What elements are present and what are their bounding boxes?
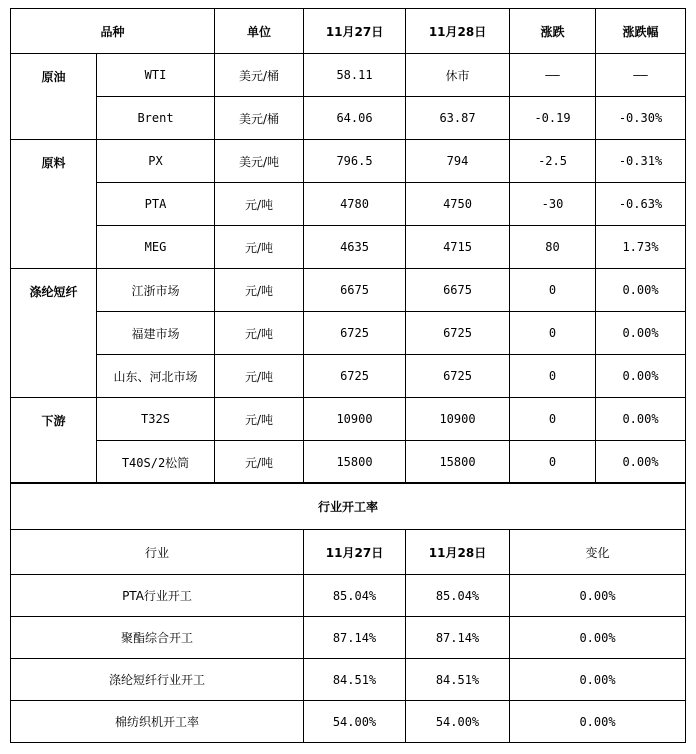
item-value-date1: 796.5 [304,140,406,183]
item-name: WTI [97,54,215,97]
item-value-date1: 4635 [304,226,406,269]
item-change-pct: 0.00% [596,441,686,484]
header-date2: 11月28日 [406,530,510,575]
rate-change: 0.00% [510,617,686,659]
item-change: -2.5 [510,140,596,183]
header-change: 变化 [510,530,686,575]
item-value-date1: 58.11 [304,54,406,97]
item-unit: 元/吨 [215,312,304,355]
rate-table-title: 行业开工率 [11,483,686,530]
item-change: -0.19 [510,97,596,140]
rate-date2: 85.04% [406,575,510,617]
table-row [11,226,686,269]
item-change-pct: -0.30% [596,97,686,140]
rate-title-row [11,483,686,530]
table-row [11,398,686,441]
item-name: T40S/2松筒 [97,441,215,484]
item-change-pct: 0.00% [596,269,686,312]
item-value-date1: 10900 [304,398,406,441]
item-value-date2: 休市 [406,54,510,97]
table-row [11,617,686,659]
table-row [11,97,686,140]
rate-date1: 85.04% [304,575,406,617]
category-raw-materials: 原料 [11,140,97,269]
item-name: Brent [97,97,215,140]
operating-rate-table [10,482,686,743]
item-value-date1: 6675 [304,269,406,312]
rate-table-body [11,483,686,743]
item-change: 0 [510,269,596,312]
item-change-pct: —— [596,54,686,97]
item-change: 0 [510,398,596,441]
header-unit: 单位 [215,9,304,54]
item-value-date2: 4715 [406,226,510,269]
item-change-pct: -0.31% [596,140,686,183]
industry-name: 聚酯综合开工 [11,617,304,659]
rate-header-row [11,530,686,575]
header-date2: 11月28日 [406,9,510,54]
header-industry: 行业 [11,530,304,575]
price-table-body [11,9,686,484]
item-change-pct: 0.00% [596,355,686,398]
item-change: -30 [510,183,596,226]
item-change-pct: 0.00% [596,398,686,441]
category-downstream: 下游 [11,398,97,484]
table-row [11,441,686,484]
category-polyester-staple: 涤纶短纤 [11,269,97,398]
item-unit: 元/吨 [215,226,304,269]
item-change: 80 [510,226,596,269]
item-unit: 美元/桶 [215,54,304,97]
table-row [11,659,686,701]
header-date1: 11月27日 [304,530,406,575]
item-name: T32S [97,398,215,441]
item-unit: 元/吨 [215,355,304,398]
item-change: 0 [510,355,596,398]
industry-name: 涤纶短纤行业开工 [11,659,304,701]
item-value-date2: 10900 [406,398,510,441]
item-value-date2: 15800 [406,441,510,484]
item-unit: 元/吨 [215,398,304,441]
header-date1: 11月27日 [304,9,406,54]
table-row [11,269,686,312]
rate-change: 0.00% [510,575,686,617]
item-value-date2: 794 [406,140,510,183]
rate-date1: 84.51% [304,659,406,701]
table-row [11,140,686,183]
rate-change: 0.00% [510,659,686,701]
item-change: 0 [510,441,596,484]
item-value-date1: 64.06 [304,97,406,140]
table-row [11,355,686,398]
item-value-date1: 15800 [304,441,406,484]
table-row [11,701,686,743]
item-unit: 美元/吨 [215,140,304,183]
item-change-pct: 1.73% [596,226,686,269]
industry-name: PTA行业开工 [11,575,304,617]
rate-date2: 54.00% [406,701,510,743]
item-name: 福建市场 [97,312,215,355]
table-row [11,575,686,617]
rate-change: 0.00% [510,701,686,743]
item-change: —— [510,54,596,97]
table-row [11,54,686,97]
rate-date1: 54.00% [304,701,406,743]
item-name: PTA [97,183,215,226]
industry-name: 棉纺织机开工率 [11,701,304,743]
header-change-pct: 涨跌幅 [596,9,686,54]
item-unit: 元/吨 [215,441,304,484]
header-change: 涨跌 [510,9,596,54]
item-value-date1: 6725 [304,355,406,398]
item-change: 0 [510,312,596,355]
item-unit: 元/吨 [215,183,304,226]
item-value-date2: 63.87 [406,97,510,140]
item-name: 江浙市场 [97,269,215,312]
header-variety: 品种 [11,9,215,54]
price-table [10,8,686,484]
item-unit: 元/吨 [215,269,304,312]
item-value-date2: 6675 [406,269,510,312]
item-name: 山东、河北市场 [97,355,215,398]
item-name: PX [97,140,215,183]
table-row [11,312,686,355]
price-header-row [11,9,686,54]
item-change-pct: 0.00% [596,312,686,355]
item-value-date2: 6725 [406,312,510,355]
item-value-date2: 6725 [406,355,510,398]
item-unit: 美元/桶 [215,97,304,140]
item-value-date2: 4750 [406,183,510,226]
rate-date1: 87.14% [304,617,406,659]
item-value-date1: 6725 [304,312,406,355]
item-value-date1: 4780 [304,183,406,226]
category-crude-oil: 原油 [11,54,97,140]
rate-date2: 84.51% [406,659,510,701]
item-change-pct: -0.63% [596,183,686,226]
table-row [11,183,686,226]
rate-date2: 87.14% [406,617,510,659]
item-name: MEG [97,226,215,269]
